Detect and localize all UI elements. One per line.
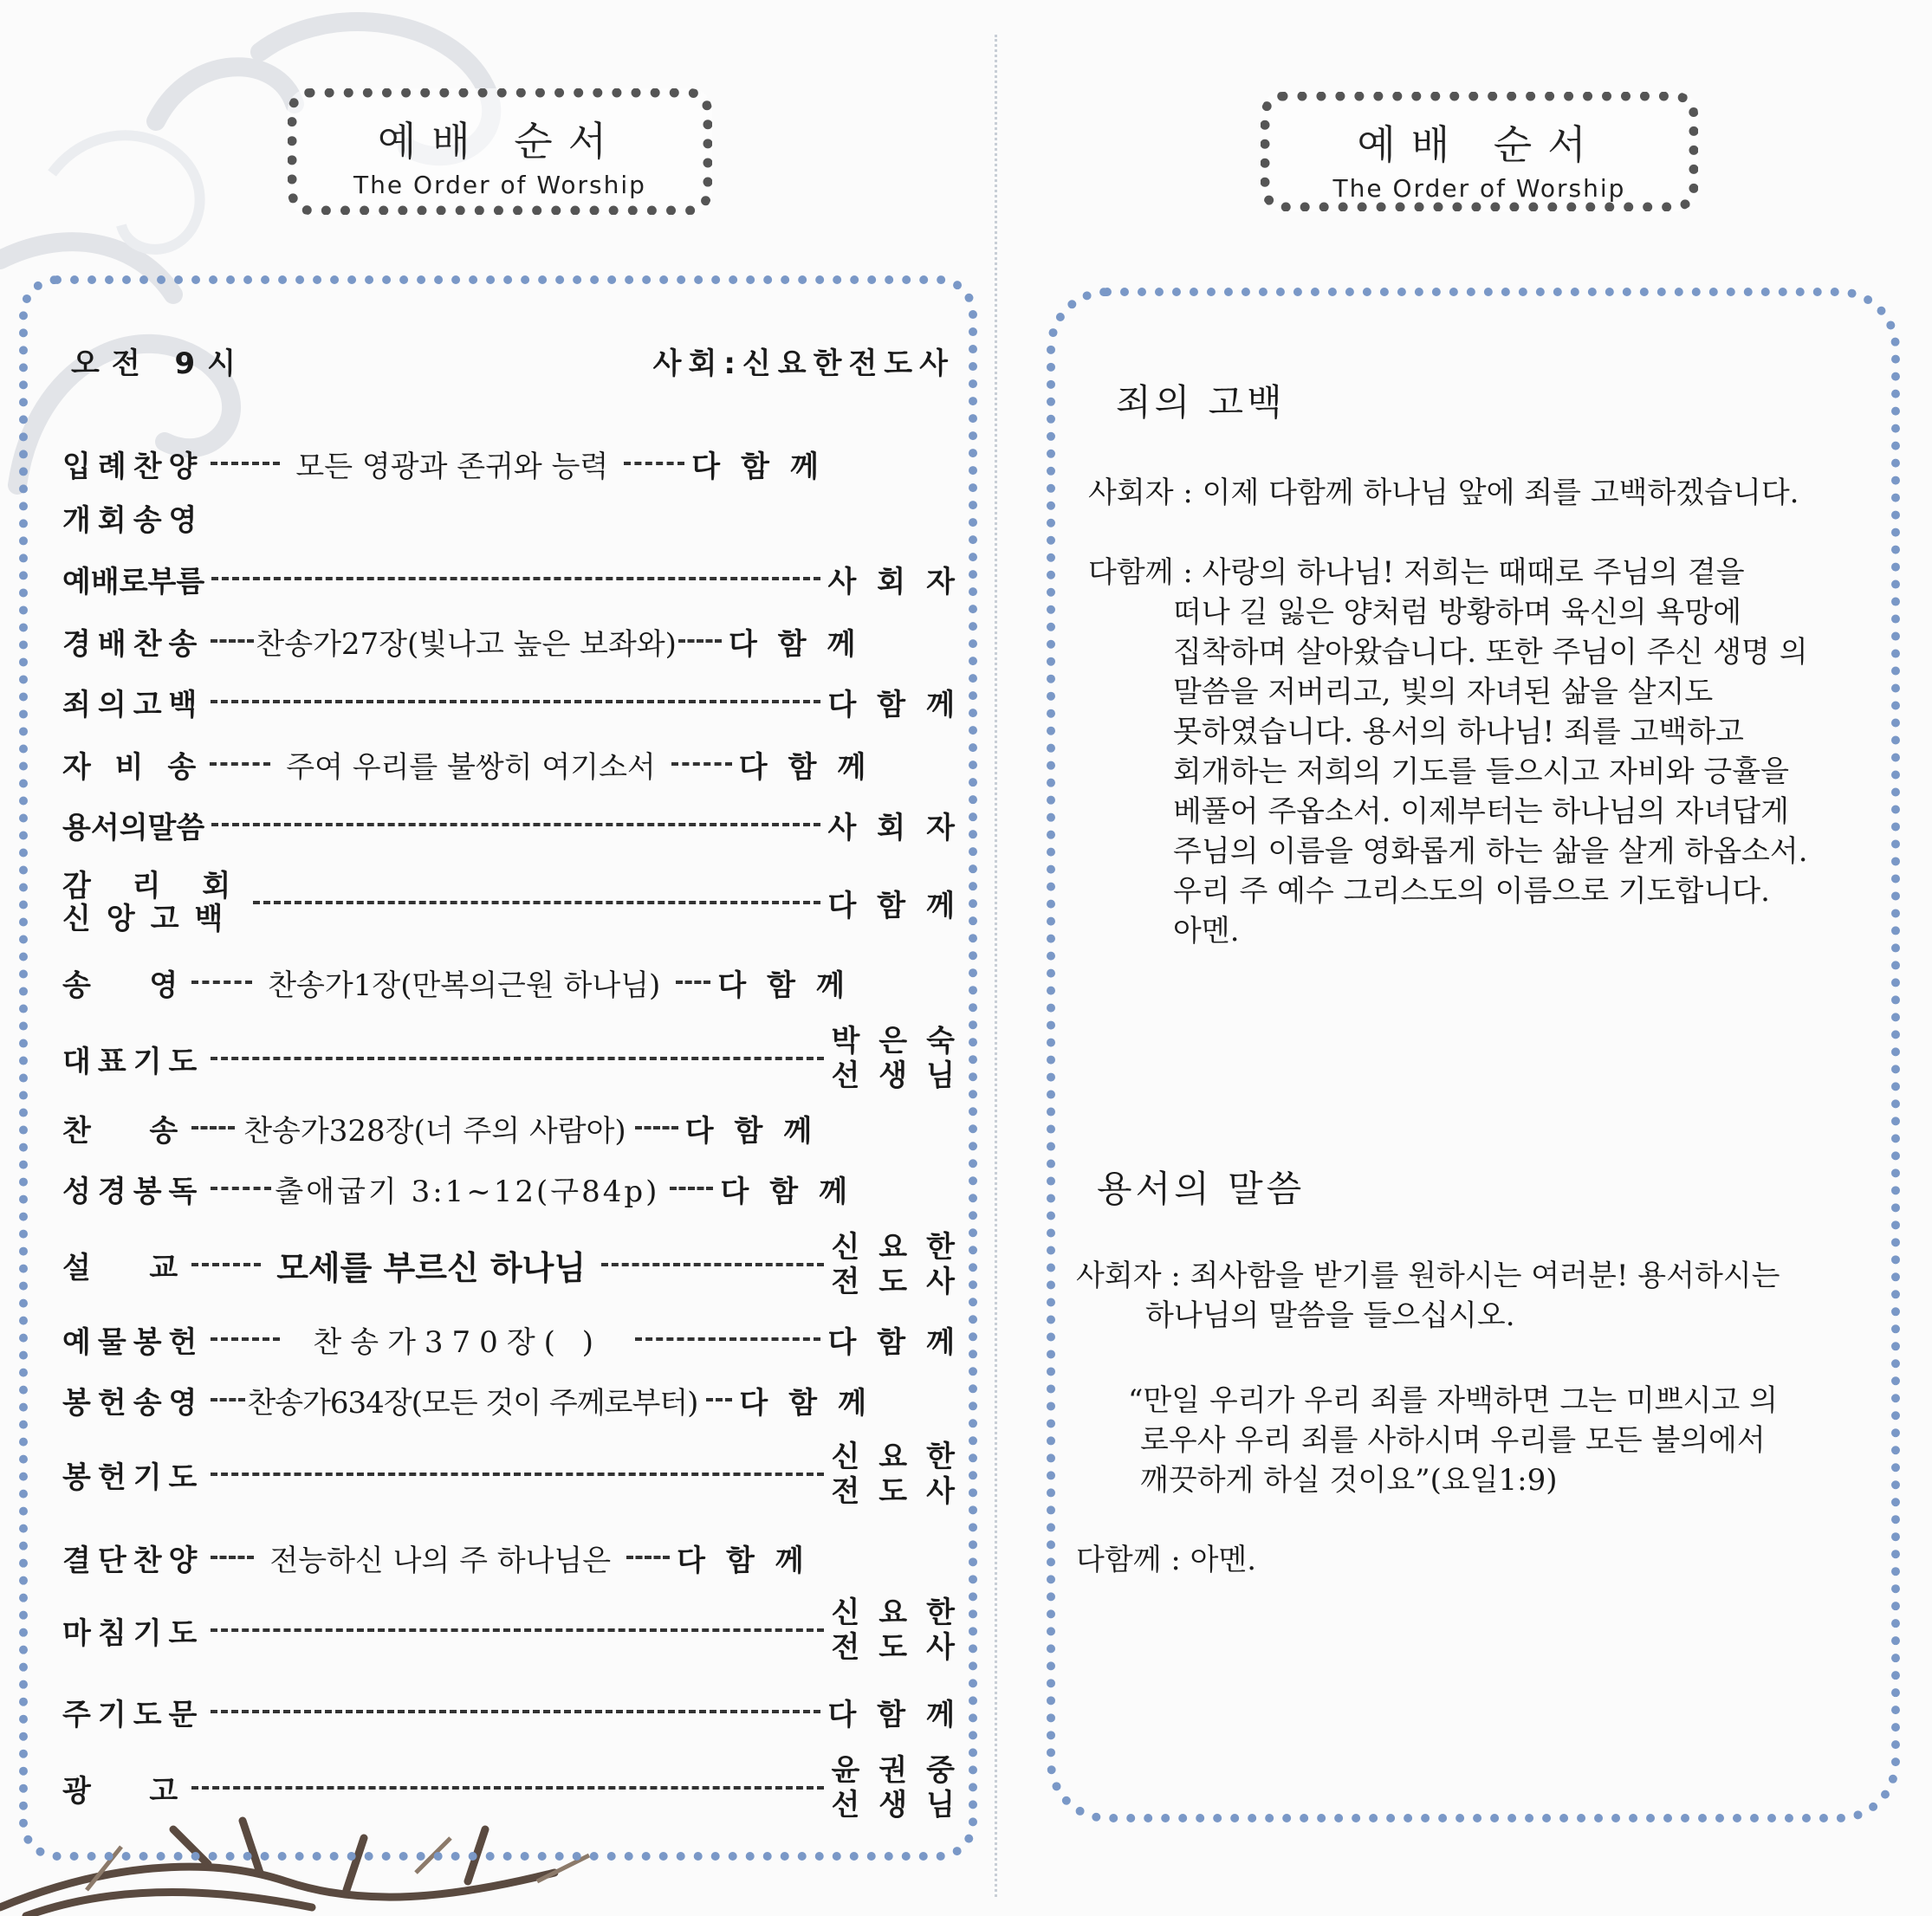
leader-dots: [211, 1710, 820, 1713]
order-item-detail: 출애굽기 3:1~12(구84p): [275, 1174, 660, 1209]
order-item-detail: 찬송가634장(모든 것이 주께로부터): [247, 1385, 698, 1421]
order-item-responsible: 다함께: [717, 968, 866, 1003]
leader-dots: [211, 1057, 824, 1060]
order-item-responsible: 다함께: [827, 687, 976, 722]
responsible-line2: 선생님: [831, 1058, 974, 1093]
order-item-responsible: 다함께: [728, 626, 877, 662]
leader-dots: [191, 1786, 824, 1790]
confession-leader-line: 사회자 : 이제 다함께 하나님 앞에 죄를 고백하겠습니다.: [1088, 476, 1799, 510]
order-item-responsible: 다함께: [827, 1697, 976, 1732]
service-host: 사회:신요한전도사: [652, 346, 955, 381]
responsible-line1: 박은숙: [831, 1024, 974, 1058]
order-item-label: [62, 870, 246, 935]
order-item-label: 봉헌기도: [62, 1460, 204, 1495]
prayer-line: 다함께 : 사랑의 하나님! 저희는 때때로 주님의 곁을: [1088, 555, 1745, 590]
order-item-responsible: 다함께: [684, 1113, 833, 1149]
order-item-detail: 찬송가328장(너 주의 사람아): [243, 1113, 626, 1149]
order-item-label: 자 비 송: [62, 749, 204, 785]
leader-dots: [211, 823, 820, 826]
leader-dots: [706, 1398, 732, 1401]
order-item-label-line2: 신앙고백: [62, 902, 239, 936]
order-item-label: 결단찬양: [62, 1543, 204, 1578]
order-item-responsible: [831, 1753, 974, 1822]
order-item-label: 예물봉헌: [62, 1324, 204, 1360]
order-row: [62, 437, 955, 489]
leader-dots: [671, 762, 732, 766]
order-item-label: 입례찬양: [62, 449, 204, 484]
order-row: [62, 1594, 974, 1667]
order-item-label: 개회송영: [62, 502, 204, 538]
responsible-line1: 신요한: [831, 1230, 974, 1265]
confession-heading: 죄의 고백: [1116, 381, 1286, 424]
order-item-responsible: 다함께: [827, 888, 976, 923]
order-row: [62, 1162, 955, 1214]
order-item-responsible: [831, 1230, 974, 1299]
order-item-detail: 전능하신 나의 주 하나님은: [269, 1543, 612, 1578]
responsible-line2: 전도사: [831, 1265, 974, 1299]
absolution-line: 하나님의 말씀을 들으십시오.: [1145, 1298, 1515, 1333]
order-item-detail: 모든 영광과 존귀와 능력: [295, 449, 609, 484]
leader-dots: [624, 462, 684, 465]
absolution-line: 사회자 : 죄사함을 받기를 원하시는 여러분! 용서하시는: [1076, 1259, 1780, 1293]
responsible-line2: 전도사: [831, 1474, 974, 1509]
leader-dots: [678, 639, 722, 643]
order-row: [62, 1531, 955, 1583]
verse-line: 깨끗하게 하실 것이요”(요일1:9): [1140, 1463, 1558, 1498]
prayer-line: 집착하며 살아왔습니다. 또한 주님이 주신 생명 의: [1173, 635, 1808, 670]
order-item-detail: 찬송가27장(빛나고 높은 보좌와): [256, 626, 677, 662]
responsible-line1: 신요한: [831, 1440, 974, 1474]
responsible-line1: 신요한: [831, 1596, 974, 1630]
order-row: [62, 1438, 974, 1511]
absolution-heading: 용서의 말씀: [1097, 1168, 1306, 1210]
leader-dots: [211, 1337, 280, 1341]
order-item-label: 죄의고백: [62, 687, 204, 722]
order-item-responsible: 사회자: [827, 564, 976, 599]
order-item-responsible: 다함께: [738, 749, 887, 785]
order-item-responsible: 다함께: [827, 1324, 976, 1360]
order-row: [62, 866, 976, 939]
prayer-line: 떠나 길 잃은 양처럼 방황하며 육신의 욕망에: [1173, 595, 1742, 630]
order-row: [62, 676, 976, 728]
leader-dots: [626, 1556, 670, 1559]
order-item-responsible: [831, 1024, 974, 1093]
order-item-label: 봉헌송영: [62, 1385, 204, 1421]
leader-dots: [211, 639, 254, 643]
order-item-label: 주기도문: [62, 1697, 204, 1732]
prayer-line: 못하였습니다. 용서의 하나님! 죄를 고백하고: [1173, 715, 1744, 749]
leader-dots: [670, 1187, 713, 1190]
left-title-english: The Order of Worship: [353, 171, 646, 199]
order-row: [62, 553, 976, 605]
prayer-line: 아멘.: [1173, 914, 1240, 948]
order-row: [62, 1686, 976, 1738]
order-item-label: 광 고: [62, 1773, 185, 1809]
leader-dots: [211, 1473, 824, 1476]
leader-dots: [211, 462, 280, 465]
sermon-title: 모세를 부르신 하나님: [276, 1248, 587, 1287]
leader-dots: [253, 901, 820, 904]
order-row: [62, 799, 976, 851]
leader-dots: [211, 1398, 245, 1401]
order-item-responsible: [831, 1596, 974, 1665]
prayer-line: 말씀을 저버리고, 빛의 자녀된 삶을 살지도: [1173, 675, 1714, 709]
order-item-label: 용서의말씀: [62, 810, 205, 845]
absolution-leader: [1076, 1256, 1873, 1336]
absolution-response: 다함께 : 아멘.: [1076, 1543, 1257, 1577]
prayer-line: 회개하는 저희의 기도를 들으시고 자비와 긍휼을: [1173, 754, 1789, 789]
order-row: [62, 491, 955, 543]
responsible-line2: 전도사: [831, 1630, 974, 1665]
order-row: [62, 1022, 974, 1095]
order-item-label: 찬 송: [62, 1113, 185, 1149]
prayer-line: 베풀어 주옵소서. 이제부터는 하나님의 자녀답게: [1173, 794, 1789, 829]
order-row: [62, 1228, 974, 1301]
order-row: [62, 1102, 955, 1154]
leader-dots: [676, 981, 710, 984]
order-item-responsible: 다함께: [720, 1174, 868, 1209]
order-item-label-line1: 감 리 회: [62, 869, 247, 903]
leader-dots: [601, 1263, 824, 1266]
prayer-panel: [1047, 288, 1900, 1822]
order-item-detail: 찬송가370장( ): [313, 1324, 602, 1360]
order-item-responsible: 사회자: [827, 810, 976, 845]
order-item-responsible: 다함께: [677, 1543, 825, 1578]
right-title-english: The Order of Worship: [1332, 174, 1626, 203]
right-title-korean: 예배 순서: [1357, 121, 1602, 168]
responsible-line1: 윤권중: [831, 1753, 974, 1788]
order-item-detail: 찬송가1장(만복의근원 하나님): [268, 968, 661, 1003]
responsible-line2: 선생님: [831, 1788, 974, 1822]
order-item-label: 대표기도: [62, 1044, 204, 1079]
leader-dots: [191, 1126, 235, 1130]
leader-dots: [211, 700, 820, 703]
leader-dots: [191, 1263, 261, 1266]
leader-dots: [211, 1187, 271, 1190]
right-title-box: [1261, 92, 1698, 211]
order-item-label: 송 영: [62, 968, 185, 1003]
leader-dots: [191, 981, 252, 984]
leader-dots: [211, 1628, 824, 1632]
order-row: [62, 615, 955, 667]
order-item-label: 성경봉독: [62, 1174, 204, 1209]
scripture-verse: [1128, 1381, 1873, 1500]
order-row: [62, 738, 955, 790]
order-row: [62, 1313, 976, 1365]
leader-dots: [211, 577, 820, 580]
order-row: [62, 1751, 974, 1824]
prayer-line: 우리 주 예수 그리스도의 이름으로 기도합니다.: [1173, 874, 1770, 909]
order-item-responsible: 다함께: [691, 449, 840, 484]
leader-dots: [635, 1126, 678, 1130]
order-row: [62, 1374, 955, 1426]
left-title-korean: 예배 순서: [377, 118, 623, 165]
order-row: [62, 956, 955, 1008]
order-item-label: 설 교: [62, 1250, 185, 1285]
order-item-label: 마침기도: [62, 1615, 204, 1651]
order-item-responsible: [831, 1440, 974, 1509]
service-header: [71, 340, 955, 382]
fold-line: [995, 35, 997, 1897]
order-item-detail: 주여 우리를 불쌍히 여기소서: [286, 749, 656, 785]
prayer-line: 주님의 이름을 영화롭게 하는 삶을 살게 하옵소서.: [1173, 834, 1808, 869]
left-title-box: [288, 88, 712, 215]
verse-line: “만일 우리가 우리 죄를 자백하면 그는 미쁘시고 의: [1128, 1383, 1778, 1418]
confession-prayer: [1088, 553, 1868, 951]
order-item-responsible: 다함께: [739, 1385, 887, 1421]
leader-dots: [211, 1556, 254, 1559]
service-time: 오전 9시: [71, 346, 249, 381]
verse-line: 로우사 우리 죄를 사하시며 우리를 모든 불의에서: [1140, 1423, 1766, 1458]
order-item-label: 경배찬송: [62, 626, 204, 662]
leader-dots: [635, 1337, 820, 1341]
order-item-label: 예배로부름: [62, 564, 205, 599]
leader-dots: [210, 762, 270, 766]
